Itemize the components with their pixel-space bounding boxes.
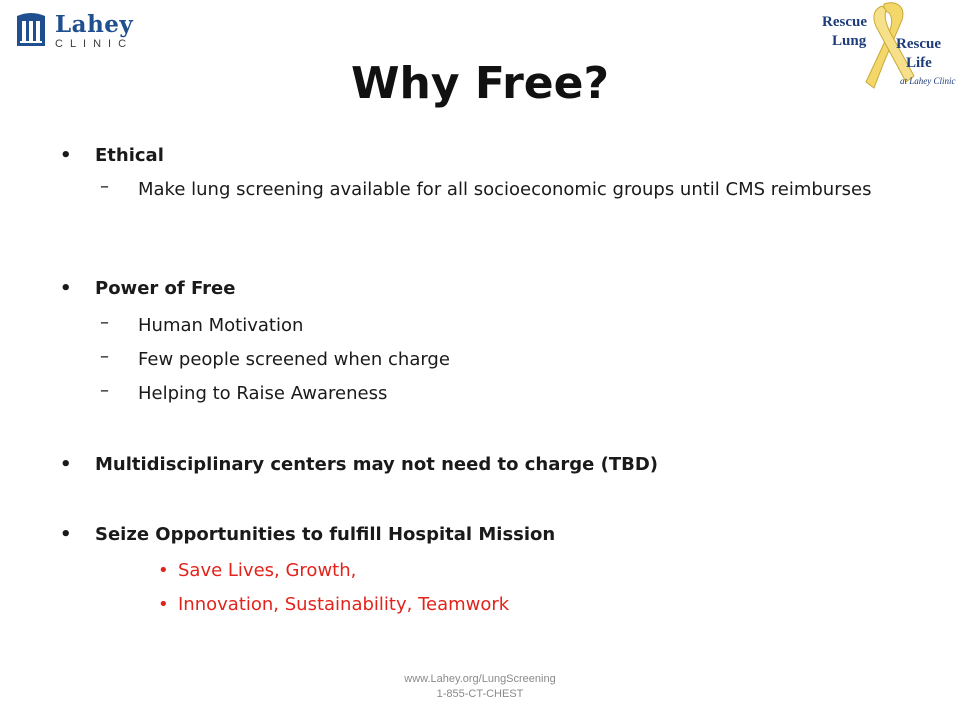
bullet-label: Ethical <box>95 145 164 166</box>
red-sub-bullet-text: Innovation, Sustainability, Teamwork <box>178 594 510 615</box>
bullet-dot-icon: • <box>60 278 72 299</box>
footer-url: www.Lahey.org/LungScreening <box>404 673 556 685</box>
sub-bullet-text: Make lung screening available for all socioeconomic groups until CMS reimburses <box>138 179 872 200</box>
sub-bullet-text: Helping to Raise Awareness <box>138 383 388 404</box>
bullet-dot-icon: • <box>60 524 72 545</box>
dash-icon: – <box>100 176 109 197</box>
lahey-name: Lahey <box>55 10 134 38</box>
dash-icon: – <box>100 312 109 333</box>
footer-phone: 1-855-CT-CHEST <box>436 688 524 700</box>
lahey-clinic-logo <box>15 12 133 50</box>
sub-bullet-text: Human Motivation <box>138 315 304 336</box>
rescue-life-word-2: Life <box>906 55 932 71</box>
slide-title: Why Free? <box>350 58 609 109</box>
bullet-dot-icon: • <box>158 560 169 581</box>
rescue-lung-word-2: Lung <box>832 33 867 49</box>
bullet-dot-icon: • <box>60 145 72 166</box>
sub-bullet-text: Few people screened when charge <box>138 349 450 370</box>
dash-icon: – <box>100 346 109 367</box>
rescue-at-lahey: at Lahey Clinic <box>900 76 956 86</box>
dash-icon: – <box>100 380 109 401</box>
bullet-label: Power of Free <box>95 278 236 299</box>
bullet-label: Seize Opportunities to fulfill Hospital Mission <box>95 524 556 545</box>
red-sub-bullet-text: Save Lives, Growth, <box>178 560 357 581</box>
rescue-lung-word-1: Rescue <box>822 14 867 30</box>
bullet-dot-icon: • <box>158 594 169 615</box>
bullet-label: Multidisciplinary centers may not need to charge (TBD) <box>95 454 658 475</box>
lahey-sub: CLINIC <box>55 37 134 50</box>
slide-footer <box>0 672 960 702</box>
lahey-shield-icon <box>15 12 47 50</box>
bullet-dot-icon: • <box>60 454 72 475</box>
rescue-life-word-1: Rescue <box>896 36 941 52</box>
